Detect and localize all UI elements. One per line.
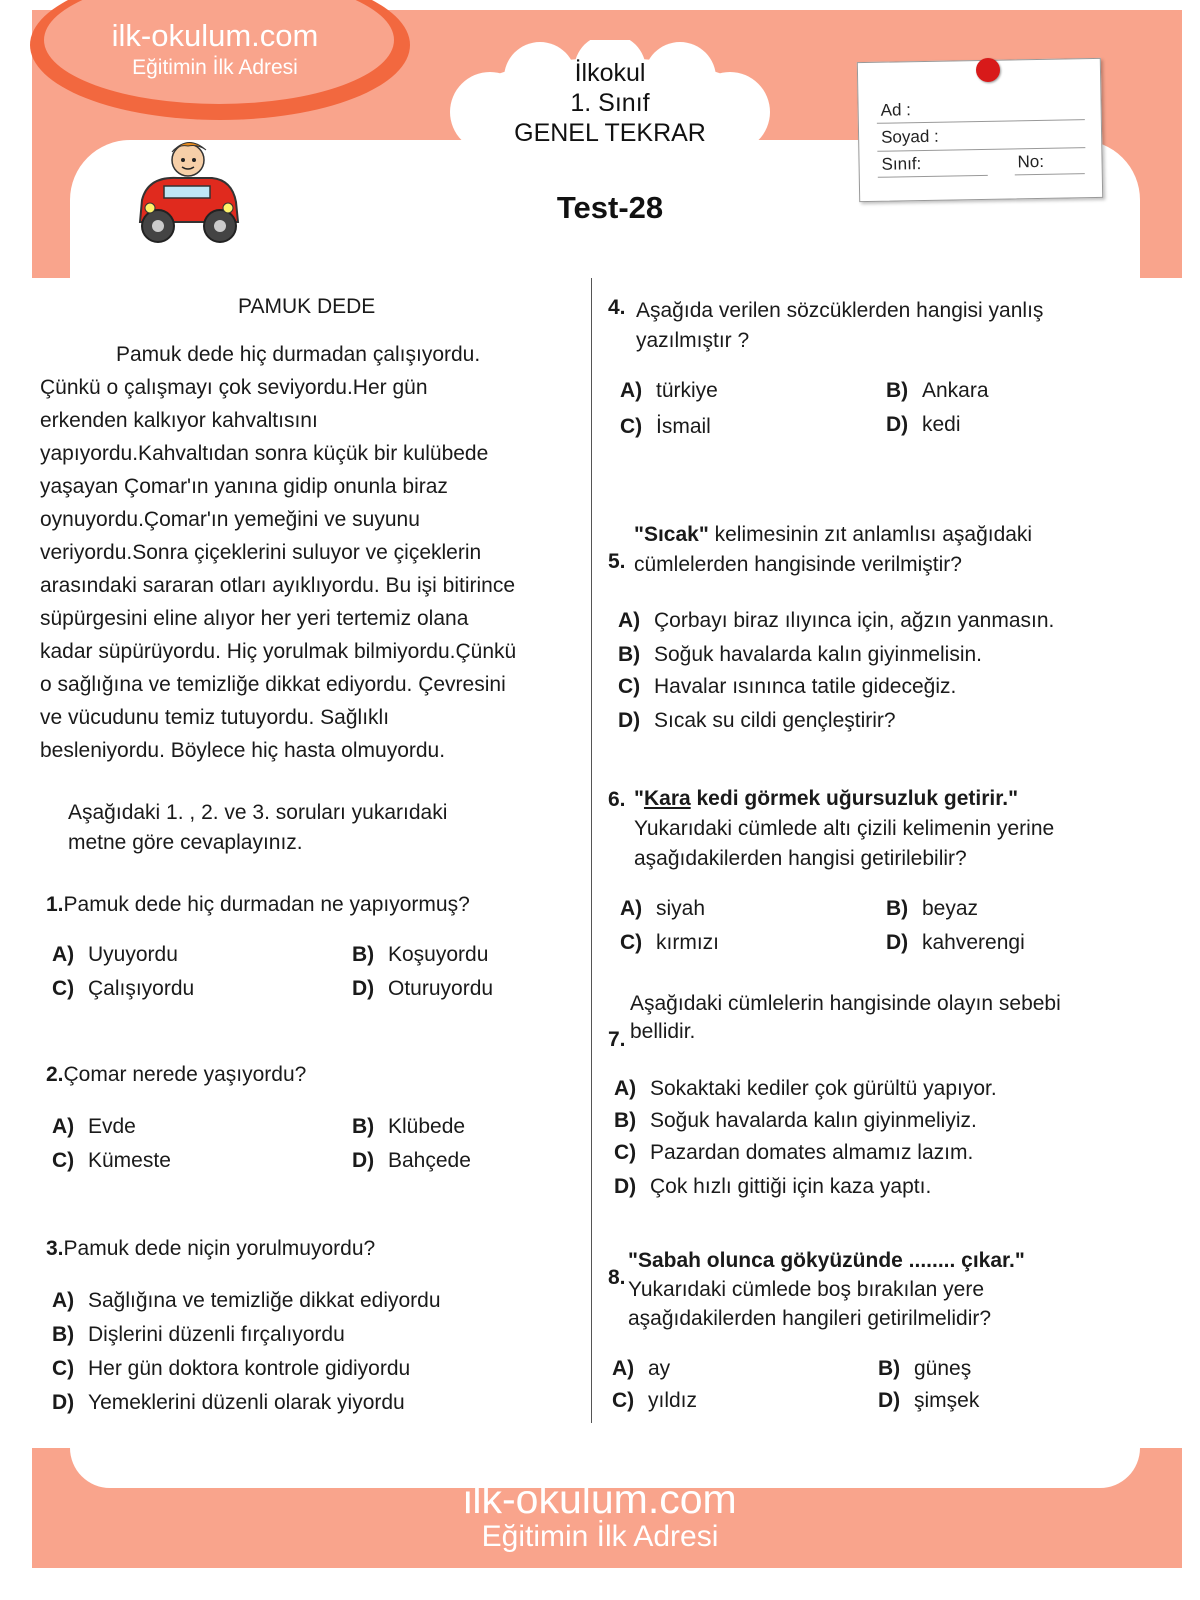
option-text: Ankara (922, 379, 989, 402)
option-d[interactable] (352, 972, 493, 1006)
option-a[interactable] (620, 892, 705, 926)
option-text: ay (648, 1357, 671, 1380)
option-text: Dişlerini düzenli fırçalıyordu (88, 1323, 345, 1346)
option-text: Evde (88, 1115, 136, 1138)
question-number: 5. (608, 550, 626, 573)
thought-bubble (382, 152, 430, 184)
option-letter: A) (620, 379, 643, 402)
question-text: Çomar nerede yaşıyordu? (63, 1063, 307, 1086)
cloud-line-school: İlkokul (574, 59, 646, 87)
option-b[interactable] (886, 892, 978, 926)
question-text: Pamuk dede niçin yorulmuyordu? (63, 1237, 376, 1260)
surname-line[interactable] (877, 147, 1085, 152)
class-line[interactable] (878, 175, 988, 178)
option-text: Sağlığına ve temizliğe dikkat ediyordu (88, 1289, 441, 1312)
number-label: No: (1017, 151, 1045, 172)
thought-bubble (294, 180, 328, 204)
question-text-line: yazılmıştır ? (636, 329, 750, 352)
option-c[interactable] (52, 1144, 171, 1178)
option-letter: A) (612, 1357, 635, 1380)
option-text: Oturuyordu (388, 977, 494, 1000)
question-text-line: cümlelerden hangisinde verilmiştir? (634, 553, 962, 576)
option-text: Kümeste (88, 1149, 171, 1172)
question-1 (46, 888, 470, 921)
option-letter: A) (52, 943, 75, 966)
car-illustration (128, 130, 248, 250)
option-letter: D) (52, 1391, 75, 1414)
option-letter: A) (620, 897, 643, 920)
question-number: 7. (608, 1028, 626, 1051)
instruction-line: metne göre cevaplayınız. (68, 831, 303, 854)
option-c[interactable] (612, 1384, 697, 1418)
story-text (40, 338, 585, 767)
question-7-text (630, 990, 1061, 1046)
question-text-line: bellidir. (630, 1020, 696, 1043)
question-2 (46, 1058, 306, 1091)
option-letter: B) (878, 1357, 901, 1380)
option-text: siyah (656, 897, 706, 920)
option-letter: D) (618, 709, 641, 732)
question-quote: "Sıcak" (634, 523, 709, 546)
option-letter: C) (620, 415, 643, 438)
option-d[interactable] (352, 1144, 471, 1178)
option-c[interactable] (52, 1352, 410, 1386)
option-letter: B) (352, 1115, 375, 1138)
option-d[interactable] (886, 926, 1025, 960)
option-b[interactable] (878, 1352, 971, 1386)
quote-rest: kedi görmek uğursuzluk getirir." (690, 787, 1019, 810)
class-label: Sınıf: (881, 154, 922, 174)
story-line: o sağlığına ve temizliğe dikkat ediyordu. Çevresini (40, 673, 506, 696)
option-d[interactable] (614, 1170, 931, 1204)
question-number: 2. (46, 1063, 64, 1086)
story-line: Çünkü o çalışmayı çok seviyordu.Her gün (40, 376, 428, 399)
option-letter: B) (886, 379, 909, 402)
cloud-line-subject: GENEL TEKRAR (514, 119, 706, 147)
option-text: Çalışıyordu (88, 977, 195, 1000)
question-text-line: Yukarıdaki cümlede boş bırakılan yere (628, 1278, 985, 1301)
story-line: erkenden kalkıyor kahvaltısını (40, 409, 318, 432)
thought-bubble (334, 166, 376, 194)
question-3 (46, 1232, 375, 1265)
option-letter: B) (52, 1323, 75, 1346)
quote-mark: " (634, 787, 644, 810)
option-letter: C) (52, 1149, 75, 1172)
option-letter: A) (52, 1289, 75, 1312)
option-b[interactable] (352, 1110, 465, 1144)
option-text: Bahçede (388, 1149, 471, 1172)
option-a[interactable] (52, 938, 178, 972)
option-letter: C) (612, 1389, 635, 1412)
option-text: Yemeklerini düzenli olarak yiyordu (88, 1391, 405, 1414)
test-title: Test-28 (556, 190, 664, 225)
option-letter: D) (352, 977, 375, 1000)
question-5-text (634, 520, 1032, 580)
question-number: 1. (46, 893, 64, 916)
thought-bubble (262, 194, 290, 214)
story-line: Pamuk dede hiç durmadan çalışıyordu. (116, 343, 481, 366)
footer-site-name[interactable]: ilk-okulum.com (463, 1476, 737, 1522)
option-a[interactable] (52, 1110, 136, 1144)
option-c[interactable] (614, 1136, 973, 1170)
option-text: Çorbayı biraz ılıyınca için, ağzın yanmasın. (654, 609, 1055, 632)
question-text-line (634, 520, 1032, 550)
option-a[interactable] (612, 1352, 670, 1386)
option-letter: C) (52, 977, 75, 1000)
option-a[interactable] (620, 374, 718, 408)
option-text: Sıcak su cildi gençleştirir? (654, 709, 896, 732)
question-text-line: Aşağıda verilen sözcüklerden hangisi yanlış (636, 299, 1044, 322)
instruction (68, 798, 447, 858)
option-text: güneş (914, 1357, 972, 1380)
story-line: oynuyordu.Çomar'ın yemeğini ve suyunu (40, 508, 420, 531)
question-text-line: Yukarıdaki cümlede altı çizili kelimenin yerine (634, 817, 1055, 840)
story-line: süpürgesini eline alıyor her yeri tertemiz olana (40, 607, 469, 630)
option-text: Klübede (388, 1115, 466, 1138)
option-letter: D) (614, 1175, 637, 1198)
option-c[interactable] (52, 972, 194, 1006)
option-letter: B) (618, 643, 641, 666)
option-a[interactable] (52, 1284, 441, 1318)
question-quote (634, 784, 1054, 814)
story-line: yaşayan Çomar'ın yanına gidip onunla biraz (40, 475, 448, 498)
option-letter: C) (52, 1357, 75, 1380)
option-text: Pazardan domates almamız lazım. (650, 1141, 974, 1164)
question-text-line: aşağıdakilerden hangileri getirilmelidir? (628, 1307, 992, 1330)
question-4-text (636, 296, 1043, 356)
option-text: Uyuyordu (88, 943, 178, 966)
option-letter: A) (52, 1115, 75, 1138)
story-line: kadar süpürüyordu. Hiç yorulmak bilmiyordu.Çünkü (40, 640, 517, 663)
underlined-word: Kara (643, 787, 691, 810)
option-letter: C) (614, 1141, 637, 1164)
option-text: Çok hızlı gittiği için kaza yaptı. (650, 1175, 932, 1198)
question-text: kelimesinin zıt anlamlısı aşağıdaki (708, 523, 1033, 546)
instruction-line: Aşağıdaki 1. , 2. ve 3. soruları yukarıdaki (68, 801, 448, 824)
option-a[interactable] (618, 604, 1054, 638)
option-text: Havalar ısınınca tatile gideceğiz. (654, 675, 957, 698)
story-line: besleniyordu. Böylece hiç hasta olmuyordu. (40, 739, 446, 762)
option-text: yıldız (648, 1389, 698, 1412)
option-letter: D) (886, 413, 909, 436)
question-6-text (634, 784, 1054, 874)
question-quote: "Sabah olunca gökyüzünde ........ çıkar." (628, 1249, 1025, 1272)
option-text: Koşuyordu (388, 943, 489, 966)
option-c[interactable] (620, 926, 719, 960)
option-b[interactable] (352, 938, 488, 972)
header-tagline: Eğitimin İlk Adresi (132, 56, 298, 79)
option-letter: D) (878, 1389, 901, 1412)
option-letter: B) (614, 1109, 637, 1132)
option-letter: C) (620, 931, 643, 954)
story-title: PAMUK DEDE (238, 295, 376, 318)
option-b[interactable] (886, 374, 989, 408)
question-number: 4. (608, 296, 626, 319)
option-text: Soğuk havalarda kalın giyinmeliyiz. (650, 1109, 977, 1132)
story-line: arasındaki sararan otları ayıklıyordu. Bu işi bitirince (40, 574, 516, 597)
cloud-line-grade: 1. Sınıf (570, 89, 650, 117)
question-8-text (628, 1246, 1025, 1333)
number-line[interactable] (1015, 173, 1085, 175)
option-letter: A) (614, 1077, 637, 1100)
option-letter: B) (352, 943, 375, 966)
option-text: türkiye (656, 379, 718, 402)
question-number: 3. (46, 1237, 64, 1260)
option-d[interactable] (878, 1384, 979, 1418)
option-text: Soğuk havalarda kalın giyinmelisin. (654, 643, 983, 666)
option-text: İsmail (656, 415, 711, 438)
option-text: Her gün doktora kontrole gidiyordu (88, 1357, 411, 1380)
option-text: kahverengi (922, 931, 1025, 954)
option-letter: A) (618, 609, 641, 632)
option-letter: B) (886, 897, 909, 920)
option-d[interactable] (618, 704, 896, 738)
option-text: Sokaktaki kediler çok gürültü yapıyor. (650, 1077, 997, 1100)
option-c[interactable] (620, 410, 711, 444)
option-letter: C) (618, 675, 641, 698)
question-text: Pamuk dede hiç durmadan ne yapıyormuş? (63, 893, 470, 916)
pushpin-icon (976, 58, 1000, 82)
surname-label: Soyad : (880, 126, 939, 147)
name-label: Ad : (880, 100, 912, 120)
option-b[interactable] (614, 1104, 977, 1138)
option-b[interactable] (52, 1318, 345, 1352)
option-text: beyaz (922, 897, 979, 920)
option-b[interactable] (618, 638, 982, 672)
header-site-name[interactable]: ilk-okulum.com (111, 18, 319, 53)
story-line: veriyordu.Sonra çiçeklerini suluyor ve çiçeklerin (40, 541, 482, 564)
question-number: 8. (608, 1266, 626, 1289)
question-text-line: aşağıdakilerden hangisi getirilebilir? (634, 847, 967, 870)
option-text: şimşek (914, 1389, 980, 1412)
option-text: kedi (922, 413, 961, 436)
option-a[interactable] (614, 1072, 997, 1106)
footer-tagline: Eğitimin İlk Adresi (481, 1520, 719, 1553)
story-line: yapıyordu.Kahvaltıdan sonra küçük bir kulübede (40, 442, 489, 465)
option-letter: D) (352, 1149, 375, 1172)
option-d[interactable] (52, 1386, 405, 1420)
question-number: 6. (608, 788, 626, 811)
cloud-title (470, 58, 750, 148)
option-c[interactable] (618, 670, 956, 704)
column-divider (591, 278, 592, 1423)
option-text: kırmızı (656, 931, 719, 954)
story-line: ve vücudunu temiz tutuyordu. Sağlıklı (40, 706, 390, 729)
question-text-line: Aşağıdaki cümlelerin hangisinde olayın sebebi (630, 992, 1061, 1015)
option-d[interactable] (886, 408, 961, 442)
option-letter: D) (886, 931, 909, 954)
